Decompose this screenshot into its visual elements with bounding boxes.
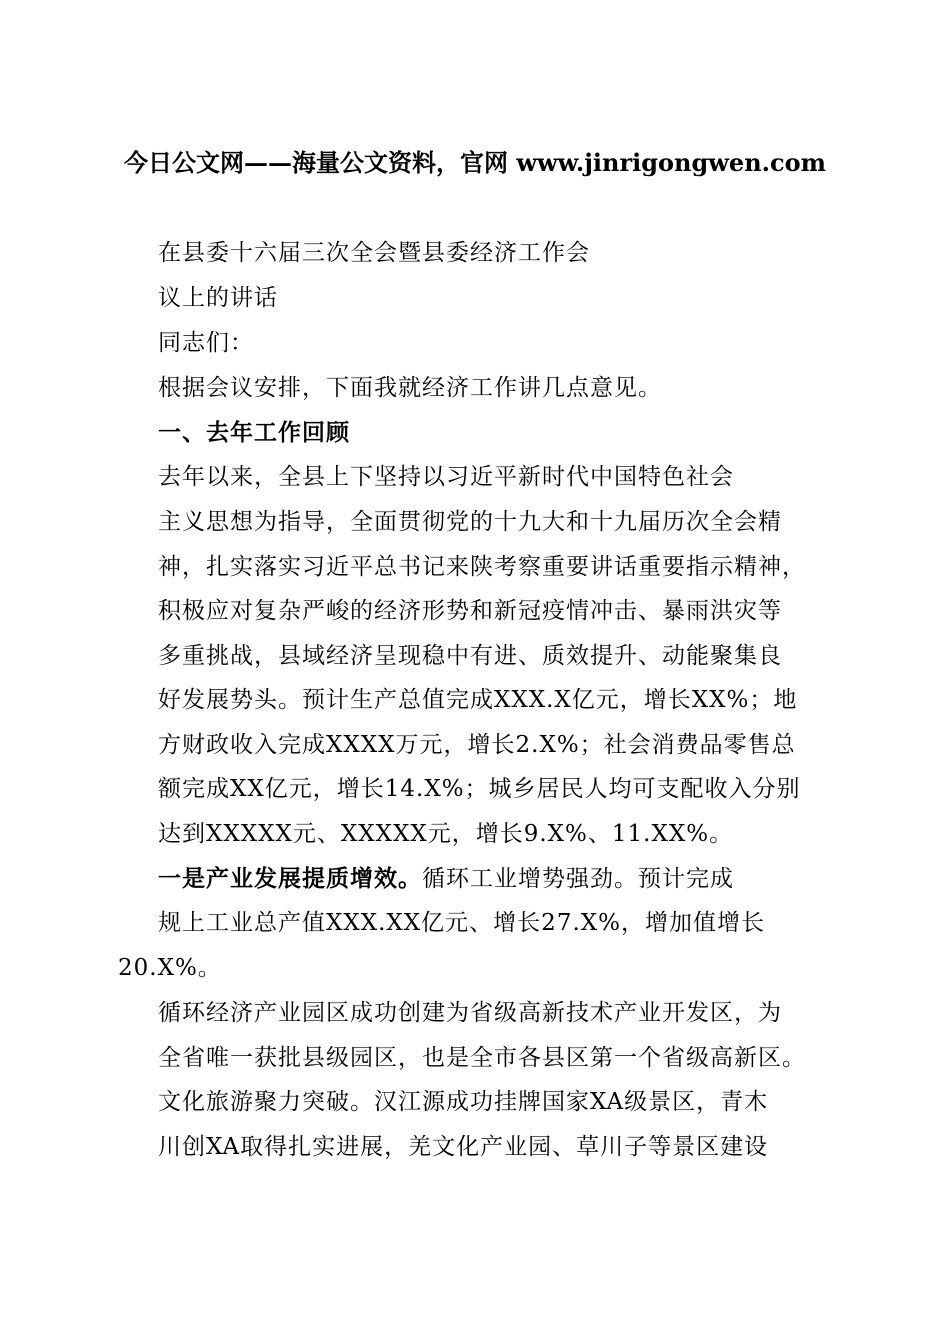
paragraph-line: 方财政收入完成XXXX万元，增长2.X%；社会消费品零售总 [158,732,796,758]
paragraph-line: 规上工业总产值XXX.XX亿元、增长27.X%，增加值增长 [158,910,765,936]
page-header-title: 今日公文网——海量公文资料，官网 www.jinrigongwen.com [123,148,827,177]
paragraph-text: 循环工业增势强劲。预计完成 [422,866,734,892]
paragraph-line: 文化旅游聚力突破。汉江源成功挂牌国家XA级景区，青木 [158,1089,769,1115]
paragraph-line: 循环经济产业园区成功创建为省级高新技术产业开发区，为 [158,1000,782,1026]
subheading-inline: 一是产业发展提质增效。 [158,865,422,892]
paragraph-line: 全省唯一获批县级园区，也是全市各县区第一个省级高新区。 [158,1045,806,1071]
paragraph-line: 根据会议安排，下面我就经济工作讲几点意见。 [158,375,662,401]
section-heading: 一、去年工作回顾 [158,419,350,446]
paragraph-line: 额完成XX亿元，增长14.X%；城乡居民人均可支配收入分别 [158,776,801,802]
paragraph-line: 好发展势头。预计生产总值完成XXX.X亿元，增长XX%；地 [158,687,798,713]
paragraph-line: 神，扎实落实习近平总书记来陕考察重要讲话重要指示精神， [158,554,806,580]
paragraph-line: 去年以来，全县上下坚持以习近平新时代中国特色社会 [158,464,734,490]
paragraph-line [158,864,734,894]
doc-title-line-1: 在县委十六届三次全会暨县委经济工作会 [158,240,590,266]
paragraph-line: 积极应对复杂严峻的经济形势和新冠疫情冲击、暴雨洪灾等 [158,598,782,624]
paragraph-line: 20.X%。 [118,955,222,981]
paragraph-line: 达到XXXXX元、XXXXX元，增长9.X%、11.XX%。 [158,821,734,847]
paragraph-line: 多重挑战，县域经济呈现稳中有进、质效提升、动能聚集良 [158,643,782,669]
paragraph-line: 川创XA取得扎实进展，羌文化产业园、草川子等景区建设 [158,1134,769,1160]
doc-title-line-2: 议上的讲话 [158,285,278,311]
paragraph-line: 主义思想为指导，全面贯彻党的十九大和十九届历次全会精 [158,509,782,535]
salutation: 同志们： [158,330,254,356]
